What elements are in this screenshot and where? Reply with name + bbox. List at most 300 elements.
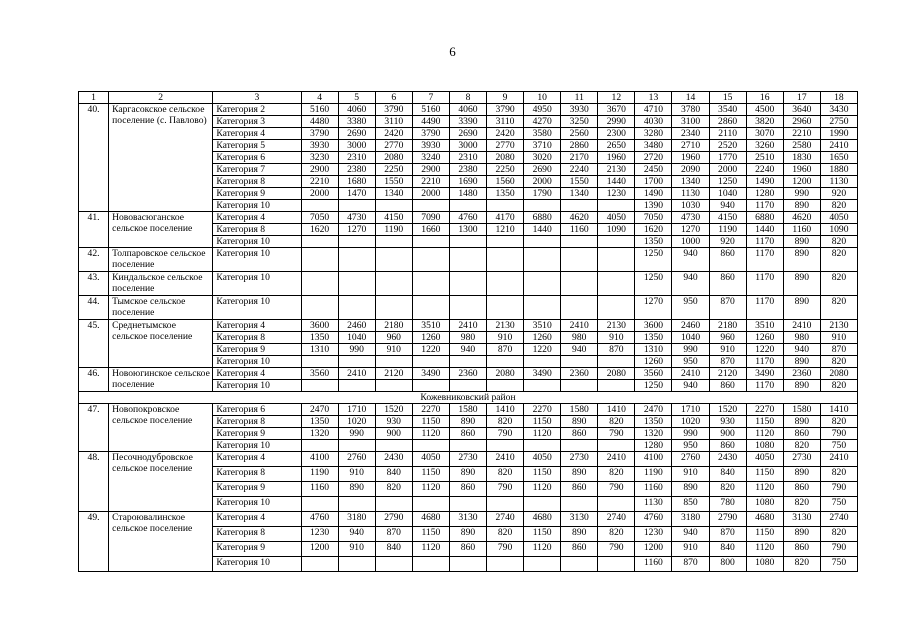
value-cell: 2450 (635, 164, 672, 176)
value-cell (598, 440, 635, 452)
value-cell: 1150 (746, 527, 783, 542)
value-cell: 1040 (672, 332, 709, 344)
value-cell: 2580 (783, 140, 820, 152)
value-cell (561, 557, 598, 572)
value-cell: 1710 (338, 404, 375, 416)
column-number: 1 (79, 92, 109, 104)
value-cell: 4100 (301, 452, 338, 467)
settlement-name: Толпаровское сельское поселение (109, 248, 213, 272)
category-cell: Категория 7 (213, 164, 301, 176)
value-cell: 940 (672, 527, 709, 542)
column-number: 16 (746, 92, 783, 104)
category-cell: Категория 8 (213, 176, 301, 188)
value-cell (412, 248, 449, 272)
value-cell: 840 (375, 467, 412, 482)
settlement-number: 49. (79, 512, 109, 572)
value-cell (524, 440, 561, 452)
value-cell: 2270 (524, 404, 561, 416)
value-cell: 7050 (301, 212, 338, 224)
settlement-number: 47. (79, 404, 109, 452)
value-cell (524, 248, 561, 272)
value-cell: 3780 (672, 104, 709, 116)
value-cell (301, 380, 338, 392)
value-cell: 4760 (635, 512, 672, 527)
value-cell: 2410 (561, 320, 598, 332)
category-cell: Категория 6 (213, 404, 301, 416)
value-cell: 2900 (301, 164, 338, 176)
value-cell: 4170 (487, 212, 524, 224)
settlement-number: 42. (79, 248, 109, 272)
value-cell: 1210 (487, 224, 524, 236)
value-cell: 1170 (746, 236, 783, 248)
value-cell: 820 (487, 416, 524, 428)
settlement-number: 41. (79, 212, 109, 248)
value-cell: 2990 (598, 116, 635, 128)
value-cell: 1120 (524, 428, 561, 440)
category-cell: Категория 10 (213, 380, 301, 392)
value-cell: 3070 (746, 128, 783, 140)
value-cell: 4150 (709, 212, 746, 224)
settlement-number: 46. (79, 368, 109, 392)
value-cell: 4760 (449, 212, 486, 224)
value-cell: 3600 (301, 320, 338, 332)
value-cell: 1130 (820, 176, 857, 188)
value-cell: 910 (672, 542, 709, 557)
value-cell: 7050 (635, 212, 672, 224)
value-cell: 2420 (487, 128, 524, 140)
value-cell: 860 (449, 482, 486, 497)
value-cell: 1080 (746, 440, 783, 452)
value-cell: 920 (820, 188, 857, 200)
value-cell (561, 380, 598, 392)
value-cell: 1830 (783, 152, 820, 164)
column-number: 14 (672, 92, 709, 104)
column-number: 12 (598, 92, 635, 104)
value-cell: 1490 (635, 188, 672, 200)
value-cell: 870 (672, 557, 709, 572)
value-cell (524, 497, 561, 512)
value-cell: 750 (820, 557, 857, 572)
value-cell: 820 (820, 272, 857, 296)
value-cell: 2130 (820, 320, 857, 332)
category-cell: Категория 5 (213, 140, 301, 152)
value-cell: 1150 (412, 467, 449, 482)
value-cell: 3230 (301, 152, 338, 164)
value-cell: 1620 (301, 224, 338, 236)
value-cell: 4760 (301, 512, 338, 527)
value-cell: 1040 (338, 332, 375, 344)
settlement-name: Новоюгинское сельское поселение (109, 368, 213, 392)
value-cell: 1190 (301, 467, 338, 482)
value-cell: 1160 (635, 482, 672, 497)
value-cell: 890 (561, 467, 598, 482)
value-cell: 2650 (598, 140, 635, 152)
table-row (79, 452, 858, 467)
value-cell (338, 440, 375, 452)
value-cell (561, 236, 598, 248)
value-cell: 4050 (820, 212, 857, 224)
value-cell: 890 (783, 467, 820, 482)
value-cell: 750 (820, 497, 857, 512)
value-cell: 1410 (487, 404, 524, 416)
value-cell: 2000 (301, 188, 338, 200)
value-cell: 890 (783, 200, 820, 212)
value-cell: 800 (709, 557, 746, 572)
value-cell (375, 236, 412, 248)
value-cell: 2210 (783, 128, 820, 140)
value-cell: 3000 (338, 140, 375, 152)
value-cell: 890 (783, 356, 820, 368)
value-cell: 1550 (375, 176, 412, 188)
value-cell: 930 (709, 416, 746, 428)
value-cell (449, 296, 486, 320)
value-cell: 2360 (561, 368, 598, 380)
value-cell: 820 (375, 482, 412, 497)
category-cell: Категория 3 (213, 116, 301, 128)
value-cell: 2730 (561, 452, 598, 467)
value-cell: 4620 (561, 212, 598, 224)
value-cell (412, 272, 449, 296)
value-cell: 2750 (820, 116, 857, 128)
value-cell (412, 380, 449, 392)
value-cell (561, 497, 598, 512)
value-cell: 1520 (375, 404, 412, 416)
category-cell: Категория 4 (213, 128, 301, 140)
value-cell: 1150 (524, 416, 561, 428)
value-cell: 3540 (709, 104, 746, 116)
value-cell: 3930 (561, 104, 598, 116)
value-cell: 1230 (598, 188, 635, 200)
value-cell: 2180 (709, 320, 746, 332)
value-cell: 1550 (561, 176, 598, 188)
value-cell: 1680 (338, 176, 375, 188)
value-cell: 820 (820, 200, 857, 212)
value-cell: 1120 (524, 542, 561, 557)
value-cell: 820 (598, 467, 635, 482)
value-cell: 2460 (338, 320, 375, 332)
column-number: 7 (412, 92, 449, 104)
value-cell: 1470 (338, 188, 375, 200)
value-cell: 4480 (301, 116, 338, 128)
value-cell (487, 380, 524, 392)
column-number: 3 (213, 92, 301, 104)
value-cell: 2690 (449, 128, 486, 140)
value-cell: 1150 (524, 527, 561, 542)
value-cell (375, 200, 412, 212)
value-cell: 910 (487, 332, 524, 344)
value-cell: 4270 (524, 116, 561, 128)
header-row (79, 92, 858, 104)
value-cell: 1350 (635, 236, 672, 248)
value-cell (598, 272, 635, 296)
value-cell: 860 (783, 428, 820, 440)
value-cell: 3580 (524, 128, 561, 140)
value-cell (487, 248, 524, 272)
value-cell: 980 (449, 332, 486, 344)
column-number: 13 (635, 92, 672, 104)
value-cell: 1280 (635, 440, 672, 452)
value-cell: 2300 (598, 128, 635, 140)
value-cell: 1190 (375, 224, 412, 236)
column-number: 4 (301, 92, 338, 104)
value-cell: 3100 (672, 116, 709, 128)
value-cell: 4100 (635, 452, 672, 467)
value-cell: 2360 (783, 368, 820, 380)
settlement-name: Нововасюганское сельское поселение (109, 212, 213, 248)
value-cell: 860 (449, 542, 486, 557)
value-cell: 820 (820, 380, 857, 392)
value-cell: 2770 (375, 140, 412, 152)
value-cell: 4680 (746, 512, 783, 527)
column-number: 15 (709, 92, 746, 104)
table-row (79, 320, 858, 332)
value-cell: 3790 (301, 128, 338, 140)
value-cell: 3790 (375, 104, 412, 116)
value-cell: 2430 (375, 452, 412, 467)
value-cell (524, 200, 561, 212)
value-cell: 820 (709, 482, 746, 497)
value-cell: 1960 (598, 152, 635, 164)
value-cell: 4620 (783, 212, 820, 224)
value-cell: 870 (598, 344, 635, 356)
value-cell: 2770 (487, 140, 524, 152)
value-cell: 1310 (635, 344, 672, 356)
value-cell: 860 (709, 380, 746, 392)
value-cell: 4730 (672, 212, 709, 224)
value-cell (301, 497, 338, 512)
value-cell: 1150 (412, 416, 449, 428)
value-cell: 2180 (375, 320, 412, 332)
value-cell: 3820 (746, 116, 783, 128)
value-cell (598, 380, 635, 392)
value-cell: 1260 (412, 332, 449, 344)
category-cell: Категория 8 (213, 224, 301, 236)
value-cell: 2470 (635, 404, 672, 416)
value-cell: 940 (672, 380, 709, 392)
value-cell: 890 (783, 296, 820, 320)
value-cell: 5160 (301, 104, 338, 116)
value-cell: 2740 (487, 512, 524, 527)
value-cell (301, 296, 338, 320)
value-cell: 2080 (598, 368, 635, 380)
value-cell (449, 248, 486, 272)
value-cell: 2420 (375, 128, 412, 140)
value-cell: 860 (561, 542, 598, 557)
value-cell: 910 (709, 344, 746, 356)
category-cell: Категория 8 (213, 332, 301, 344)
settlement-number: 40. (79, 104, 109, 212)
value-cell: 1660 (412, 224, 449, 236)
value-cell (561, 200, 598, 212)
value-cell: 820 (820, 248, 857, 272)
value-cell: 820 (487, 527, 524, 542)
value-cell (449, 440, 486, 452)
value-cell (487, 440, 524, 452)
value-cell (375, 356, 412, 368)
value-cell: 950 (672, 296, 709, 320)
category-cell: Категория 9 (213, 482, 301, 497)
value-cell (524, 236, 561, 248)
value-cell: 2120 (375, 368, 412, 380)
value-cell (412, 200, 449, 212)
category-cell: Категория 10 (213, 497, 301, 512)
value-cell: 1150 (746, 416, 783, 428)
value-cell: 1480 (449, 188, 486, 200)
value-cell: 790 (820, 428, 857, 440)
value-cell: 1270 (635, 296, 672, 320)
value-cell: 870 (709, 296, 746, 320)
value-cell (449, 200, 486, 212)
value-cell: 3000 (449, 140, 486, 152)
value-cell: 790 (487, 542, 524, 557)
value-cell (487, 296, 524, 320)
value-cell (301, 200, 338, 212)
value-cell: 960 (375, 332, 412, 344)
value-cell: 4050 (746, 452, 783, 467)
category-cell: Категория 4 (213, 512, 301, 527)
value-cell: 3560 (301, 368, 338, 380)
value-cell: 2410 (820, 140, 857, 152)
value-cell: 1250 (635, 380, 672, 392)
value-cell: 4050 (598, 212, 635, 224)
value-cell: 2210 (301, 176, 338, 188)
value-cell: 1220 (746, 344, 783, 356)
value-cell (487, 200, 524, 212)
value-cell: 840 (709, 542, 746, 557)
value-cell: 1260 (635, 356, 672, 368)
value-cell: 1120 (412, 542, 449, 557)
value-cell (375, 296, 412, 320)
value-cell (524, 356, 561, 368)
value-cell: 1410 (598, 404, 635, 416)
value-cell: 850 (672, 497, 709, 512)
value-cell (598, 497, 635, 512)
value-cell: 1250 (635, 248, 672, 272)
value-cell (301, 557, 338, 572)
value-cell: 1160 (561, 224, 598, 236)
value-cell: 6880 (746, 212, 783, 224)
value-cell (449, 497, 486, 512)
value-cell: 1320 (301, 428, 338, 440)
page-number: 6 (449, 44, 456, 59)
value-cell (449, 356, 486, 368)
value-cell (301, 248, 338, 272)
value-cell: 820 (487, 467, 524, 482)
value-cell: 1490 (746, 176, 783, 188)
value-cell: 4150 (375, 212, 412, 224)
value-cell: 3130 (561, 512, 598, 527)
value-cell: 890 (783, 416, 820, 428)
value-cell (375, 272, 412, 296)
value-cell (598, 200, 635, 212)
value-cell (524, 272, 561, 296)
value-cell (449, 272, 486, 296)
value-cell (561, 272, 598, 296)
value-cell: 3180 (338, 512, 375, 527)
value-cell: 3510 (412, 320, 449, 332)
value-cell: 1410 (820, 404, 857, 416)
value-cell (561, 248, 598, 272)
value-cell: 1340 (672, 176, 709, 188)
value-cell: 1170 (746, 380, 783, 392)
value-cell (338, 497, 375, 512)
tariff-table (78, 91, 858, 572)
value-cell: 1000 (672, 236, 709, 248)
value-cell: 910 (375, 344, 412, 356)
value-cell (449, 557, 486, 572)
settlement-number: 48. (79, 452, 109, 512)
category-cell: Категория 10 (213, 248, 301, 272)
value-cell: 2760 (338, 452, 375, 467)
value-cell: 3110 (487, 116, 524, 128)
value-cell: 860 (709, 272, 746, 296)
value-cell: 2690 (338, 128, 375, 140)
table-row (79, 248, 858, 272)
value-cell: 1120 (746, 482, 783, 497)
value-cell (598, 356, 635, 368)
category-cell: Категория 10 (213, 296, 301, 320)
value-cell: 2000 (524, 176, 561, 188)
value-cell: 2960 (783, 116, 820, 128)
value-cell: 820 (820, 356, 857, 368)
value-cell: 2690 (524, 164, 561, 176)
value-cell (301, 236, 338, 248)
table-row (79, 404, 858, 416)
value-cell: 1200 (635, 542, 672, 557)
value-cell: 2360 (449, 368, 486, 380)
value-cell: 2310 (338, 152, 375, 164)
value-cell: 1280 (746, 188, 783, 200)
value-cell: 890 (783, 380, 820, 392)
value-cell: 3510 (746, 320, 783, 332)
category-cell: Категория 9 (213, 344, 301, 356)
value-cell (487, 236, 524, 248)
value-cell: 2410 (598, 452, 635, 467)
value-cell: 940 (338, 527, 375, 542)
value-cell: 1150 (524, 467, 561, 482)
category-cell: Категория 6 (213, 152, 301, 164)
value-cell (598, 296, 635, 320)
value-cell: 3930 (301, 140, 338, 152)
value-cell: 4030 (635, 116, 672, 128)
value-cell: 1880 (820, 164, 857, 176)
value-cell: 2090 (672, 164, 709, 176)
value-cell (524, 557, 561, 572)
value-cell: 3430 (820, 104, 857, 116)
value-cell: 4950 (524, 104, 561, 116)
settlement-name: Киндальское сельское поселение (109, 272, 213, 296)
value-cell: 1160 (301, 482, 338, 497)
value-cell: 3480 (635, 140, 672, 152)
value-cell: 4060 (338, 104, 375, 116)
value-cell: 1320 (635, 428, 672, 440)
value-cell: 1080 (746, 557, 783, 572)
value-cell: 4680 (412, 512, 449, 527)
value-cell: 860 (709, 440, 746, 452)
value-cell: 790 (487, 482, 524, 497)
category-cell: Категория 4 (213, 452, 301, 467)
value-cell: 820 (598, 527, 635, 542)
value-cell: 2080 (487, 368, 524, 380)
column-number: 2 (109, 92, 213, 104)
value-cell: 840 (709, 467, 746, 482)
value-cell (487, 272, 524, 296)
value-cell: 870 (375, 527, 412, 542)
value-cell: 2410 (672, 368, 709, 380)
category-cell: Категория 8 (213, 416, 301, 428)
category-cell: Категория 10 (213, 200, 301, 212)
value-cell: 3710 (524, 140, 561, 152)
